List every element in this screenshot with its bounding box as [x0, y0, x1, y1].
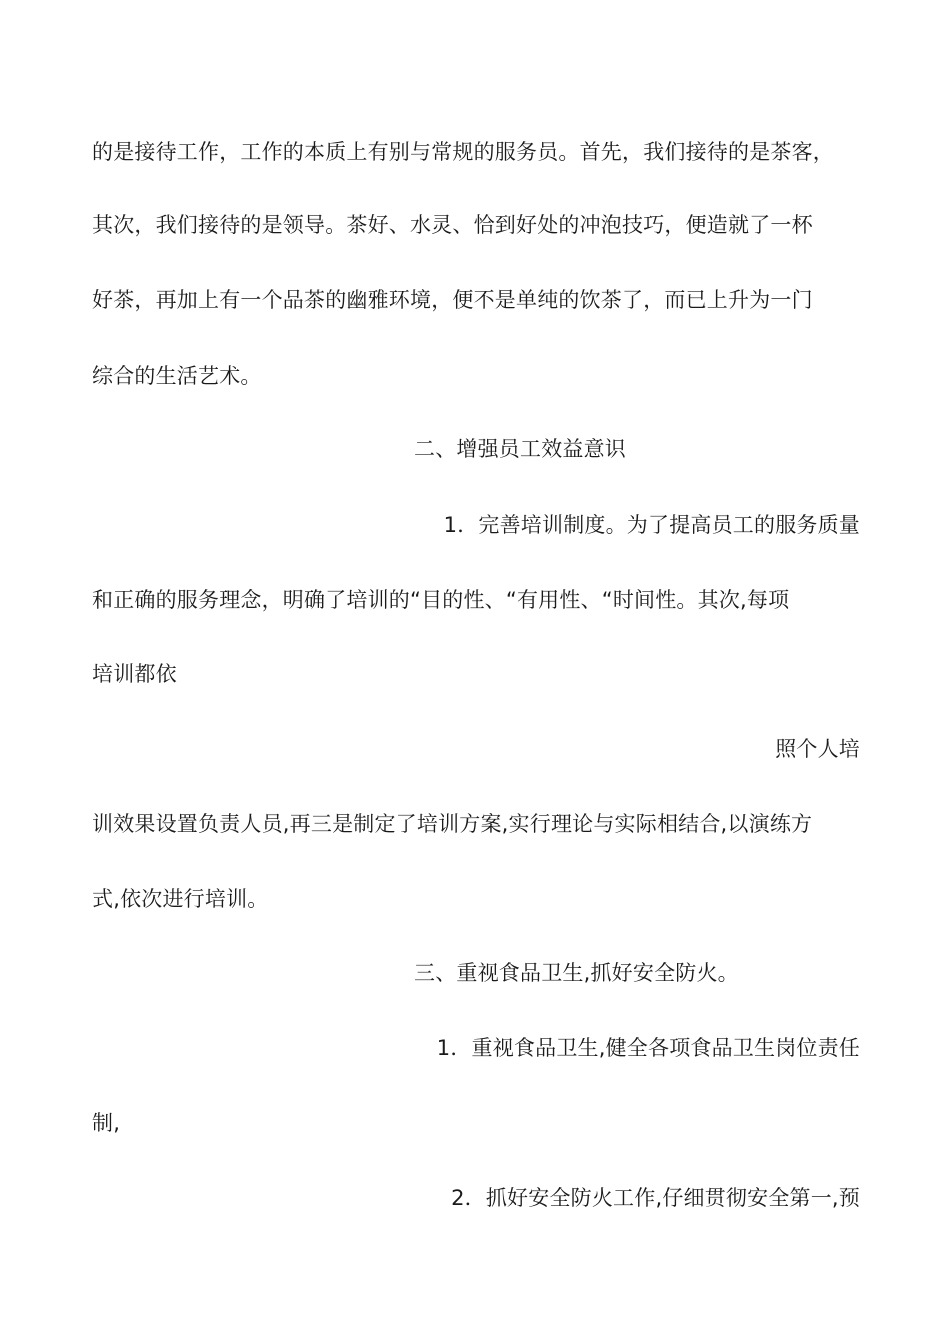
list-item-line: 培训都依 — [92, 662, 177, 686]
list-item-line: 和正确的服务理念，明确了培训的“目的性、“有用性、“时间性。其次,每项 — [92, 588, 790, 612]
paragraph-line: 综合的生活艺术。 — [92, 364, 262, 388]
list-item-line: 照个人培 — [775, 737, 860, 761]
list-item-line: 1．重视食品卫生,健全各项食品卫生岗位责任 — [436, 1036, 860, 1060]
list-item-line: 制, — [92, 1111, 121, 1135]
section-heading: 三、重视食品卫生,抓好安全防火。 — [414, 961, 739, 985]
list-item-line: 式,依次进行培训。 — [92, 887, 269, 911]
list-item-line: 1．完善培训制度。为了提高员工的服务质量 — [443, 513, 860, 537]
list-item-line: 训效果设置负责人员,再三是制定了培训方案,实行理论与实际相结合,以演练方 — [92, 812, 813, 836]
section-heading: 二、增强员工效益意识 — [414, 437, 626, 461]
list-item-line: 2．抓好安全防火工作,仔细贯彻安全第一,预 — [451, 1186, 860, 1210]
paragraph-line: 的是接待工作，工作的本质上有别与常规的服务员。首先，我们接待的是茶客， — [92, 140, 834, 164]
paragraph-line: 好茶，再加上有一个品茶的幽雅环境，便不是单纯的饮茶了，而已上升为一门 — [92, 288, 813, 312]
paragraph-line: 其次，我们接待的是领导。茶好、水灵、恰到好处的冲泡技巧，便造就了一杯 — [92, 213, 813, 237]
